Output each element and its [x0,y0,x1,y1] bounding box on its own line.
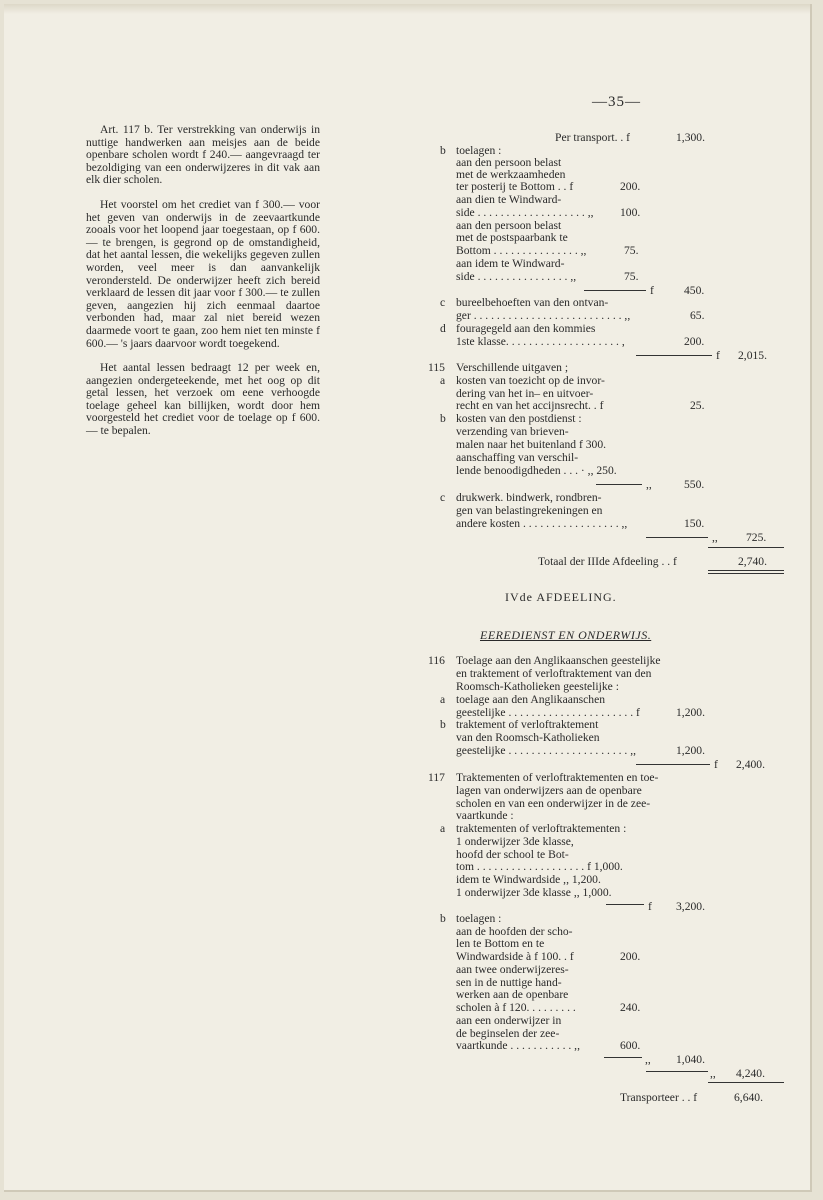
budget-line: ter posterij te Bottom . . f [456,180,574,193]
budget-line: 240. [620,1001,641,1014]
budget-line: f [716,349,720,362]
budget-line: len te Bottom en te [456,937,545,950]
budget-line: aan twee onderwijzeres- [456,963,569,976]
budget-line: 600. [620,1039,641,1052]
budget-line: 725. [746,531,767,544]
budget-line: van den Roomsch-Katholieken [456,731,600,744]
budget-line: met de werkzaamheden [456,168,566,181]
budget-line: toelagen : [456,912,502,925]
budget-line: 75. [624,244,639,257]
budget-line: 200. [620,180,641,193]
budget-line: verzending van brieven- [456,425,569,438]
budget-line: c [440,296,446,309]
budget-line: geestelijke . . . . . . . . . . . . . . . . . . . . . ,, [456,744,637,757]
budget-line: 2,400. [736,758,765,771]
budget-line: aan de hoofden der scho- [456,925,573,938]
budget-line: c [440,491,446,504]
budget-line: 75. [624,270,639,283]
budget-line: 116 [428,654,445,667]
budget-line: 200. [684,335,705,348]
section-subheading: EEREDIENST EN ONDERWIJS. [480,628,652,642]
subtotal-rule [584,290,646,291]
budget-line: Bottom . . . . . . . . . . . . . . . ,, [456,244,587,257]
budget-line: en traktement of verloftraktement van den [456,667,652,680]
budget-line: lagen van onderwijzers aan de openbare [456,784,642,797]
budget-line: f [648,900,652,913]
budget-line: ger . . . . . . . . . . . . . . . . . . . . . . . . . . ,, [456,309,631,322]
budget-line: f [650,284,654,297]
budget-line: recht en van het accijnsrecht. . f [456,399,604,412]
budget-line: Totaal der IIIde Afdeeling . . f [538,555,677,568]
budget-line: 450. [684,284,705,297]
budget-line: aan idem te Windward- [456,257,565,270]
page-number: —35— [592,94,641,110]
budget-line: geestelijke . . . . . . . . . . . . . . . . . . . . . . f [456,706,640,719]
total-rule [708,1082,784,1083]
budget-line: 550. [684,478,705,491]
budget-line: 150. [684,517,705,530]
budget-line: Toelage aan den Anglikaanschen geestelijke [456,654,661,667]
budget-line: aan een onderwijzer in [456,1014,562,1027]
budget-line: traktement of verloftraktement [456,718,599,731]
budget-line: d [440,322,446,335]
paragraph: Het voorstel om het crediet van f 300.— voor het geven van onderwijs in de zeevaartkunde zooals voor het loopend jaar toegestaan, op f 600.— te brengen, is gegrond op de omstandigheid, dat het aantal lessen, die wekelijks gegeven zullen worden, veel meer is dan aanvankelijk verondersteld. De onderwijzer heeft zich bereid verklaard de lessen dit jaar voor f 300.— te zullen geven, aangezien hij zich eenmaal daartoe verbonden had, maar zal niet bereid wezen daarmede voort te gaan, zoo hem niet ten minste f 600.— 's jaars daarvoor wordt toegekend. [86,197,320,350]
budget-line: ,, [646,478,652,491]
subtotal-rule [636,355,712,356]
budget-line: 115 [428,361,445,374]
budget-line: 200. [620,950,641,963]
budget-line: 25. [690,399,705,412]
budget-line: 1ste klasse. . . . . . . . . . . . . . . . . . . . , [456,335,625,348]
budget-line: b [440,412,446,425]
budget-line: vaartkunde . . . . . . . . . . . ,, [456,1039,580,1052]
subtotal-rule [604,1057,642,1058]
budget-line: vaartkunde : [456,809,514,822]
budget-line: Windwardside à f 100. . f [456,950,574,963]
paragraph: Art. 117 b. Ter verstrekking van onderwijs in nuttige handwerken aan meisjes aan de beide openbare scholen wordt f 240.— aangevraagd ter bezoldiging van een onderwijzeres in dit vak aan elk dier scholen. [86,123,320,187]
budget-line: b [440,718,446,731]
budget-line: 1 onderwijzer 3de klasse, [456,835,574,848]
budget-line: de beginselen der zee- [456,1027,560,1040]
budget-line: 4,240. [736,1067,765,1080]
section-heading: IVde AFDEELING. [505,590,617,604]
budget-line: drukwerk. bindwerk, rondbren- [456,491,602,504]
budget-line: scholen en van een onderwijzer in de zee- [456,797,651,810]
subtotal-rule [596,484,642,485]
budget-line: 2,740. [738,555,767,568]
budget-line: 6,640. [734,1091,763,1104]
double-rule [708,570,784,571]
budget-line: Per transport. . f [555,131,631,144]
budget-line: kosten van den postdienst : [456,412,582,425]
budget-line: 1 onderwijzer 3de klasse ,, 1,000. [456,886,612,899]
budget-line: aan dien te Windward- [456,193,562,206]
budget-line: a [440,822,446,835]
budget-line: Verschillende uitgaven ; [456,361,569,374]
budget-line: 1,200. [676,744,705,757]
budget-line: 3,200. [676,900,705,913]
budget-line: Traktementen of verloftraktementen en toe- [456,771,659,784]
subtotal-rule [646,1071,708,1072]
budget-line: side . . . . . . . . . . . . . . . . . . . ,, [456,206,594,219]
budget-line: a [440,693,446,706]
budget-line: lende benoodigdheden . . . · ,, 250. [456,464,617,477]
budget-line: werken aan de openbare [456,988,569,1001]
budget-line: 100. [620,206,641,219]
budget-line: sen in de nuttige hand- [456,976,562,989]
budget-line: ,, [710,1067,716,1080]
budget-line: side . . . . . . . . . . . . . . . . ,, [456,270,577,283]
budget-line: aan den persoon belast [456,219,562,232]
budget-line: 65. [690,309,705,322]
budget-line: andere kosten . . . . . . . . . . . . . . . . . ,, [456,517,628,530]
budget-line: toelage aan den Anglikaanschen [456,693,606,706]
budget-line: fouragegeld aan den kommies [456,322,596,335]
budget-line: 1,040. [676,1053,705,1066]
subtotal-rule [606,904,644,905]
budget-line: malen naar het buitenland f 300. [456,438,607,451]
budget-line: ,, [645,1053,651,1066]
budget-line: idem te Windwardside ,, 1,200. [456,873,601,886]
subtotal-rule [646,537,708,538]
total-rule [708,547,784,548]
budget-line: aan den persoon belast [456,156,562,169]
budget-line: 1,200. [676,706,705,719]
budget-line: tom . . . . . . . . . . . . . . . . . . . f 1,000. [456,860,623,873]
budget-line: ,, [712,531,718,544]
budget-line: dering van het in– en uitvoer- [456,387,594,400]
budget-line: b [440,144,446,157]
budget-line: f [714,758,718,771]
budget-line: kosten van toezicht op de invor- [456,374,605,387]
budget-line: 1,300. [676,131,705,144]
left-column [86,124,320,450]
budget-line: hoofd der school te Bot- [456,848,569,861]
budget-line: toelagen : [456,144,502,157]
budget-line: scholen à f 120. . . . . . . . . [456,1001,576,1014]
budget-line: aanschaffing van verschil- [456,451,579,464]
budget-line: b [440,912,446,925]
budget-line: 2,015. [738,349,767,362]
budget-line: met de postspaarbank te [456,231,568,244]
budget-line: 117 [428,771,445,784]
budget-line: a [440,374,446,387]
paragraph: Het aantal lessen bedraagt 12 per week en, aangezien ondergeteekende, met het oog op dit getal lessen, het verzoek om eene verhoogde toelage geheel kan billijken, wordt door hem voorgesteld het crediet voor de toelage op f 600.— te bepalen. [86,361,320,438]
budget-line: traktementen of verloftraktementen : [456,822,627,835]
budget-line: gen van belastingrekeningen en [456,504,603,517]
budget-line: Transporteer . . f [620,1091,698,1104]
budget-line: bureelbehoeften van den ontvan- [456,296,609,309]
page-fold-shadow [4,4,810,14]
budget-line: Roomsch-Katholieken geestelijke : [456,680,619,693]
double-rule [708,573,784,574]
subtotal-rule [636,764,710,765]
